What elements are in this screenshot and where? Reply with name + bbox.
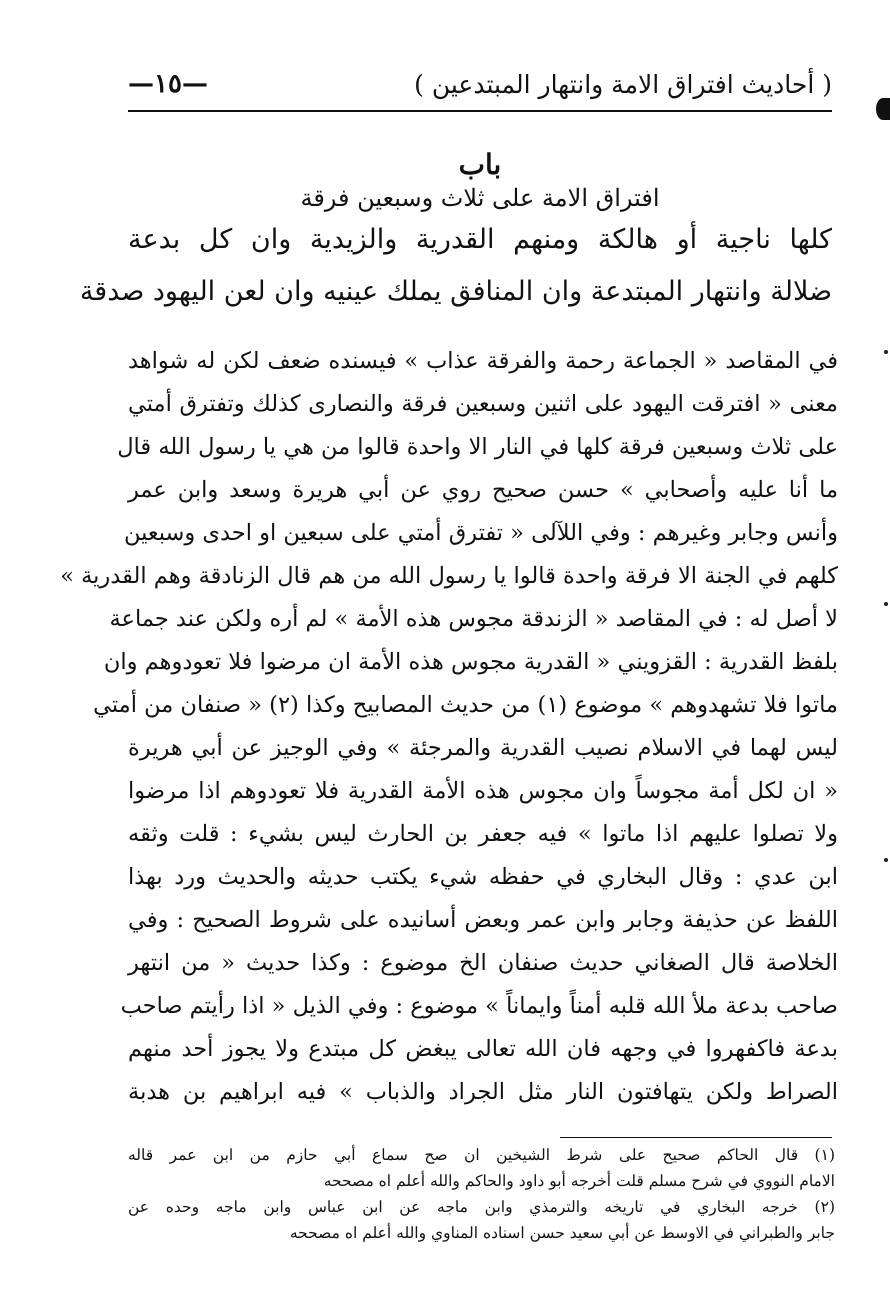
page-number: —١٥— (128, 69, 208, 99)
body-line: لا أصل له : في المقاصد « الزندقة مجوس هذه الأمة » لم أره ولكن عند جماعة (109, 606, 838, 632)
page-edge-dot (884, 350, 888, 354)
running-title: ( أحاديث افتراق الامة وانتهار المبتدعين ) (414, 69, 832, 99)
footnote-line: (٢) خرجه البخاري في تاريخه والترمذي وابن ماجه عن ابن عباس وابن ماجه وحده عن (128, 1198, 835, 1216)
body-line: ابن عدي : وقال البخاري في حفظه شيء يكتب حديثه والحديث ورد بهذا (128, 864, 838, 890)
body-line: وأنس وجابر وغيرهم : وفي اللآلى « تفترق أمتي على سبعين او احدى وسبعين (123, 520, 838, 546)
body-line: ولا تصلوا عليهم اذا ماتوا » فيه جعفر بن الحارث ليس بشيء : قلت وثقه (128, 821, 838, 847)
body-line: ماتوا فلا تشهدوهم » موضوع (١) من حديث المصابيح وكذا (٢) « صنفان من أمتي (93, 692, 838, 718)
body-line: ما أنا عليه وأصحابي » حسن صحيح روي عن أبي هريرة وسعد وابن عمر (128, 477, 838, 503)
header-rule (128, 110, 832, 112)
chapter-subtitle-line: كلها ناجية أو هالكة ومنهم القدرية والزيدية وان كل بدعة (128, 224, 832, 255)
footnote-line: (١) قال الحاكم صحيح على شرط الشيخين ان صح سماع أبي حازم من ابن عمر قاله (128, 1146, 835, 1164)
body-line: صاحب بدعة ملأ الله قلبه أمناً وايماناً » موضوع : وفي الذيل « اذا رأيتم صاحب (120, 993, 838, 1019)
body-line: على ثلاث وسبعين فرقة كلها في النار الا واحدة قالوا من هي يا رسول الله قال (117, 434, 838, 460)
body-line: كلهم في الجنة الا فرقة واحدة قالوا يا رسول الله من هم قال الزنادقة وهم القدرية » (60, 563, 838, 589)
body-line: ليس لهما في الاسلام نصيب القدرية والمرجئة » وفي الوجيز عن أبي هريرة (128, 735, 838, 761)
chapter-title: افتراق الامة على ثلاث وسبعين فرقة (300, 184, 660, 212)
body-line: بدعة فاكفهروا في وجهه فان الله تعالى يبغض كل مبتدع ولا يجوز أحد منهم (128, 1036, 838, 1062)
footnote-line: الامام النووي في شرح مسلم قلت أخرجه أبو داود والحاكم والله أعلم اه مصححه (323, 1172, 835, 1190)
page-header (128, 62, 832, 106)
body-line: اللفظ عن حذيفة وجابر وابن عمر وبعض أسانيده على شروط الصحيح : وفي (128, 907, 838, 933)
footnote-line: جابر والطبراني في الاوسط عن أبي سعيد حسن اسناده المناوي والله أعلم اه مصححه (289, 1224, 835, 1242)
footnote-rule (560, 1137, 832, 1138)
body-line: معنى « افترقت اليهود على اثنين وسبعين فرقة والنصارى كذلك وتفترق أمتي (128, 391, 838, 417)
body-text (60, 340, 838, 1114)
footnotes (128, 1142, 835, 1246)
chapter-subtitle-line: ضلالة وانتهار المبتدعة وان المنافق يملك عينيه وان لعن اليهود صدقة (79, 276, 832, 307)
body-line: بلفظ القدرية : القزويني « القدرية مجوس هذه الأمة ان مرضوا فلا تعودوهم وان (103, 649, 838, 675)
body-line: الصراط ولكن يتهافتون النار مثل الجراد والذباب » فيه ابراهيم بن هدبة (128, 1079, 838, 1105)
page-edge-dot (884, 858, 888, 862)
chapter-word: باب (458, 148, 502, 181)
body-line: « ان لكل أمة مجوساً وان مجوس هذه الأمة القدرية فلا تعودوهم اذا مرضوا (128, 778, 838, 804)
body-line: في المقاصد « الجماعة رحمة والفرقة عذاب » فيسنده ضعف لكن له شواهد (128, 348, 838, 374)
page-edge-mark (876, 98, 890, 120)
body-line: الخلاصة قال الصغاني حديث صنفان الخ موضوع : وكذا حديث « من انتهر (128, 950, 838, 976)
page-edge-dot (884, 602, 888, 606)
